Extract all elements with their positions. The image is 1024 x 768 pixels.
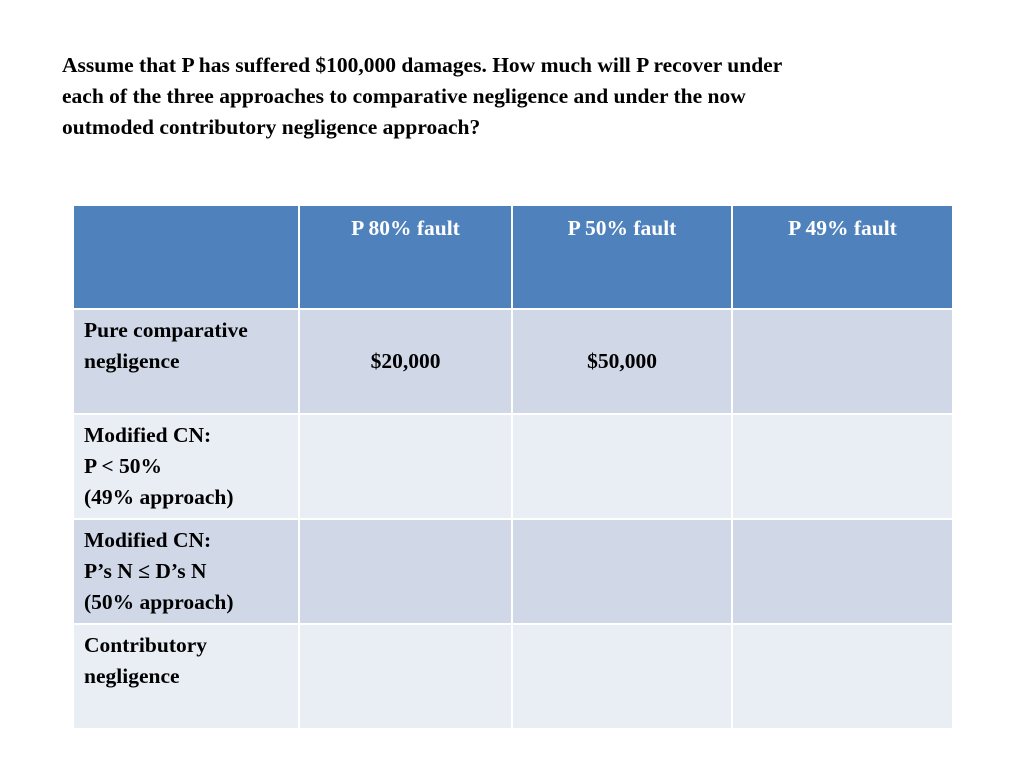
row-label-line: negligence	[84, 664, 180, 688]
row-label-line: Contributory	[84, 633, 208, 657]
row-label	[73, 414, 299, 519]
value-cell	[732, 519, 953, 624]
value-cell: $50,000	[512, 309, 732, 414]
value-cell	[512, 519, 732, 624]
table-row-pure-comparative	[73, 309, 953, 414]
header-p80-fault: P 80% fault	[299, 205, 512, 309]
value-cell	[732, 309, 953, 414]
header-corner-cell	[73, 205, 299, 309]
question-line: Assume that P has suffered $100,000 damages. How much will P recover under	[62, 53, 783, 77]
row-label	[73, 624, 299, 729]
table-row-modified-50	[73, 519, 953, 624]
row-label-line: Modified CN:	[84, 528, 212, 552]
question-text	[62, 50, 962, 143]
row-label	[73, 309, 299, 414]
value-cell: $20,000	[299, 309, 512, 414]
header-row	[73, 205, 953, 309]
value-cell	[299, 624, 512, 729]
negligence-table	[72, 204, 954, 730]
row-label-line: negligence	[84, 349, 180, 373]
value-cell	[732, 414, 953, 519]
table-row-modified-49	[73, 414, 953, 519]
table-row-contributory	[73, 624, 953, 729]
row-label-line: Pure comparative	[84, 318, 248, 342]
value-cell	[512, 624, 732, 729]
row-label-line: P < 50%	[84, 454, 162, 478]
row-label-line: (50% approach)	[84, 590, 234, 614]
value-cell	[732, 624, 953, 729]
question-line: outmoded contributory negligence approach?	[62, 115, 481, 139]
question-line: each of the three approaches to comparative negligence and under the now	[62, 84, 746, 108]
row-label	[73, 519, 299, 624]
value-cell	[299, 414, 512, 519]
row-label-line: Modified CN:	[84, 423, 212, 447]
row-label-line: (49% approach)	[84, 485, 234, 509]
row-label-line: P’s N ≤ D’s N	[84, 559, 207, 583]
value-cell	[299, 519, 512, 624]
header-p49-fault: P 49% fault	[732, 205, 953, 309]
header-p50-fault: P 50% fault	[512, 205, 732, 309]
value-cell	[512, 414, 732, 519]
